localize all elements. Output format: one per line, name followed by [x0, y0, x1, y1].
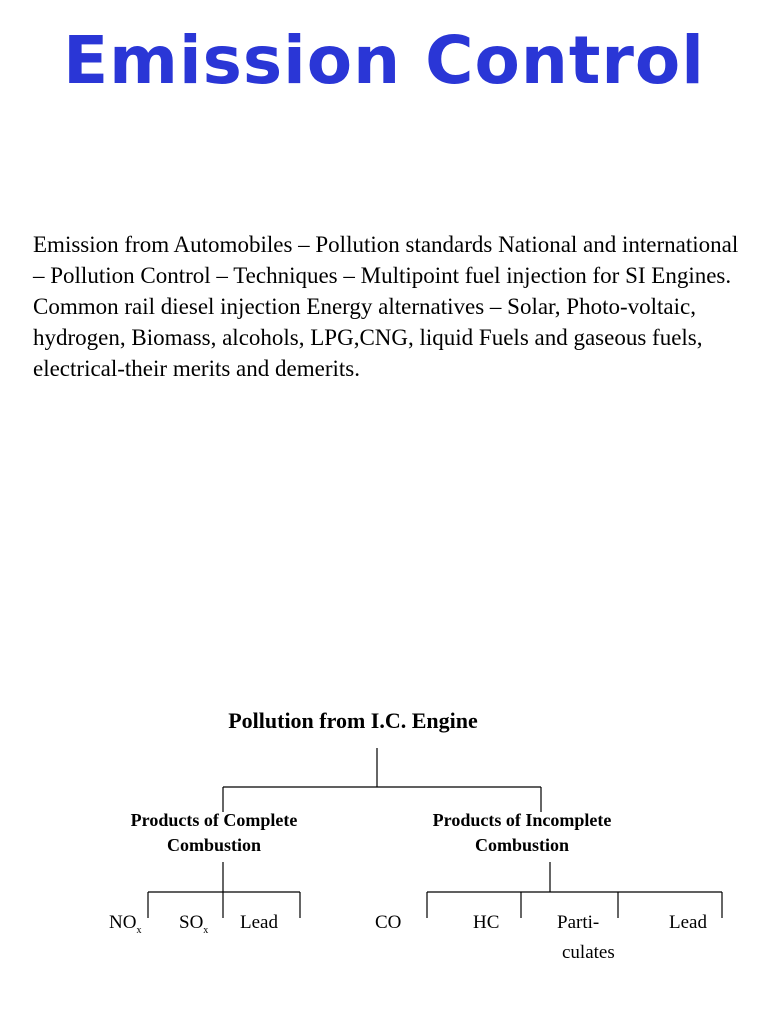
lead-leaf-complete: Lead [240, 912, 278, 933]
hc-leaf: HC [473, 912, 500, 933]
nox-sub: x [136, 925, 142, 936]
co-leaf: CO [375, 912, 402, 933]
particulates-leaf-line1: Parti- [557, 912, 600, 933]
incomplete-label-line1: Products of Incomplete [432, 810, 612, 830]
complete-label-line2: Combustion [166, 835, 262, 855]
nox-main: NO [109, 912, 137, 933]
page-title: Emission Control [63, 22, 705, 99]
complete-label-line1: Products of Complete [130, 810, 298, 830]
incomplete-combustion-label [408, 808, 636, 858]
particulates-leaf-line2: culates [562, 942, 615, 963]
sox-leaf [179, 908, 208, 938]
complete-combustion-label [108, 808, 320, 858]
nox-leaf [109, 908, 141, 938]
sox-sub: x [203, 925, 209, 936]
diagram-title: Pollution from I.C. Engine [228, 708, 478, 733]
syllabus-paragraph: Emission from Automobiles – Pollution standards National and international – Pollution Control – Techniques – Multipoint fuel injection for SI Engines. Common rail diesel injection Energy alternatives – Solar, Photo-voltaic, hydrogen, Biomass, alcohols, LPG,CNG, liquid Fuels and gaseous fuels, electrical-their merits and demerits. [33, 232, 739, 381]
lead-leaf-incomplete: Lead [669, 912, 707, 933]
incomplete-label-line2: Combustion [474, 835, 570, 855]
sox-main: SO [179, 912, 204, 933]
